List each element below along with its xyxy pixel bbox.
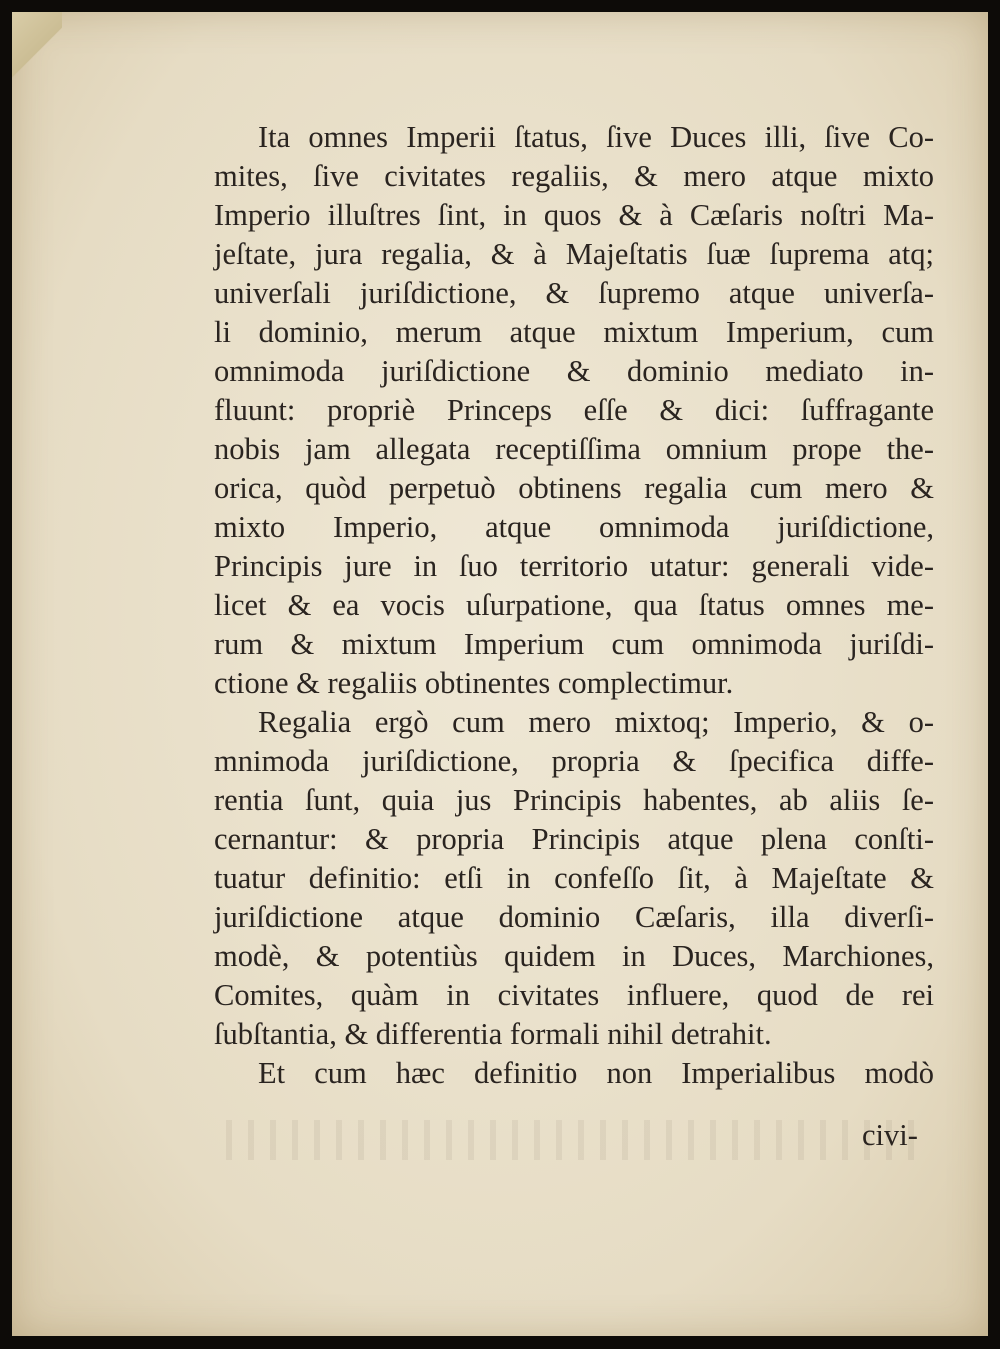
text-line: ſubſtantia, & differentia formali nihil detrahit. [214,1017,772,1051]
text-line: Imperio illuſtres ſint, in quos & à Cæſaris noſtri Ma- [214,198,934,232]
body-text [214,118,934,1093]
text-line: fluunt: propriè Princeps eſſe & dici: ſuffragante [214,393,934,427]
text-line: nobis jam allegata receptiſſima omnium prope the- [214,432,934,466]
text-line: li dominio, merum atque mixtum Imperium, cum [214,315,934,349]
text-line: Ita omnes Imperii ſtatus, ſive Duces illi, ſive Co- [258,120,934,154]
text-line: Regalia ergò cum mero mixtoq; Imperio, & o- [258,705,934,739]
text-line: rum & mixtum Imperium cum omnimoda juriſdi- [214,627,934,661]
text-line: Comites, quàm in civitates influere, quod de rei [214,978,934,1012]
show-through-text [226,1120,926,1160]
text-line: omnimoda juriſdictione & dominio mediato in- [214,354,934,388]
text-line: juriſdictione atque dominio Cæſaris, illa diverſi- [214,900,934,934]
text-line: rentia ſunt, quia jus Principis habentes, ab aliis ſe- [214,783,934,817]
text-line: Et cum hæc definitio non Imperialibus modò [258,1056,934,1090]
text-line: mnimoda juriſdictione, propria & ſpecifica diffe- [214,744,934,778]
text-line: tuatur definitio: etſi in confeſſo ſit, à Majeſtate & [214,861,934,895]
text-line: orica, quòd perpetuò obtinens regalia cum mero & [214,471,934,505]
text-line: licet & ea vocis uſurpatione, qua ſtatus omnes me- [214,588,934,622]
text-line: cernantur: & propria Principis atque plena conſti- [214,822,934,856]
folded-corner [12,12,62,92]
text-line: modè, & potentiùs quidem in Duces, Marchiones, [214,939,934,973]
text-line: ctione & regaliis obtinentes complectimur. [214,666,734,700]
text-line: jeſtate, jura regalia, & à Majeſtatis ſuæ ſuprema atq; [214,237,934,271]
catchword: civi- [862,1118,918,1152]
text-line: univerſali juriſdictione, & ſupremo atque univerſa- [214,276,934,310]
text-line: Principis jure in ſuo territorio utatur: generali vide- [214,549,934,583]
text-line: mites, ſive civitates regaliis, & mero atque mixto [214,159,934,193]
text-line: mixto Imperio, atque omnimoda juriſdictione, [214,510,934,544]
